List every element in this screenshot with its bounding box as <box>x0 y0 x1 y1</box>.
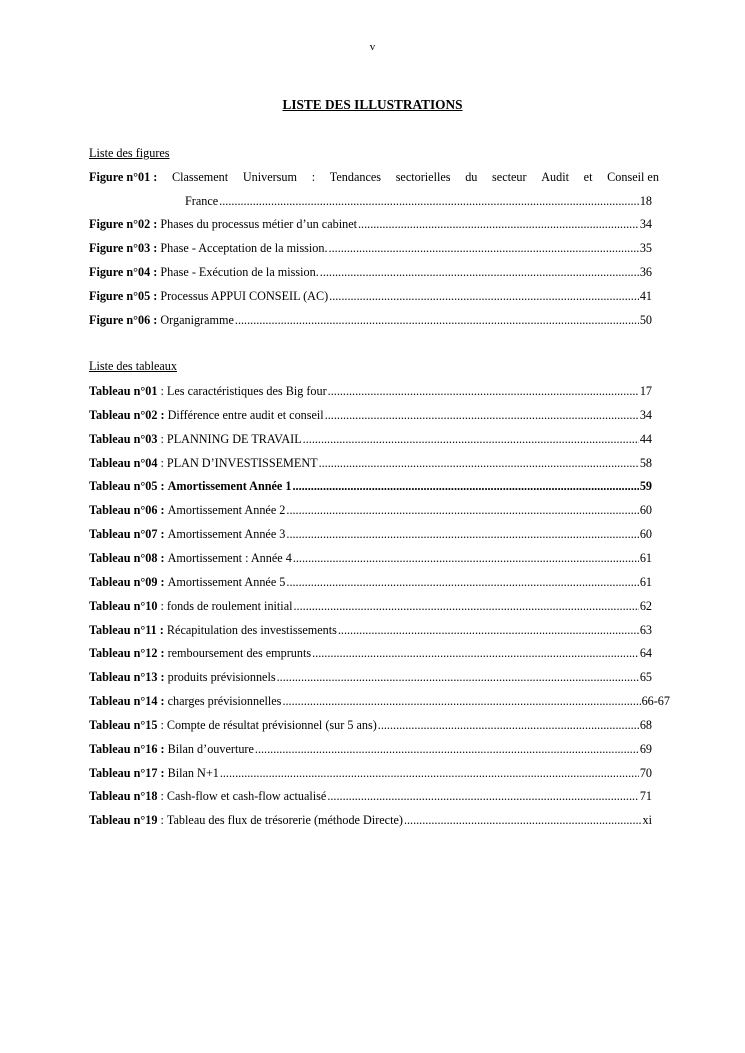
table-entry <box>89 526 652 543</box>
entry-label: Tableau n°16 : <box>89 742 165 756</box>
entry-page: 71 <box>639 789 652 803</box>
dot-leader <box>292 478 638 495</box>
figure-entry <box>89 240 652 257</box>
dot-leader <box>277 669 639 686</box>
dot-leader <box>378 717 639 734</box>
entry-label: Tableau n°14 : <box>89 694 165 708</box>
entry-page: 61 <box>639 575 652 589</box>
entry-label: Tableau n°06 : <box>89 503 165 517</box>
dot-leader <box>325 407 639 424</box>
dot-leader <box>327 788 638 805</box>
figure-01-label: Figure n°01 : <box>89 170 158 184</box>
entry-page: 58 <box>639 456 652 470</box>
entry-label: Tableau n°10 <box>89 599 158 613</box>
entry-page: 34 <box>639 408 652 422</box>
figure-01-word: Audit <box>541 170 569 184</box>
entry-page: 36 <box>639 265 652 279</box>
entry-page: 44 <box>639 432 652 446</box>
dot-leader <box>219 193 639 210</box>
table-entry <box>89 622 652 639</box>
dot-leader <box>294 598 639 615</box>
entry-label: Tableau n°04 <box>89 456 158 470</box>
figure-01-line1 <box>89 169 659 186</box>
entry-text: Organigramme <box>160 313 234 327</box>
dot-leader <box>286 526 638 543</box>
table-entry <box>89 574 652 591</box>
figure-01-word: Classement <box>171 170 229 184</box>
entry-text: produits prévisionnels <box>167 670 276 684</box>
entry-label: Tableau n°02 : <box>89 408 165 422</box>
entry-label: Tableau n°11 : <box>89 623 164 637</box>
entry-page: 69 <box>639 742 652 756</box>
entry-text: : Cash-flow et cash-flow actualisé <box>157 789 327 803</box>
entry-page: xi <box>642 813 652 827</box>
dot-leader <box>358 216 639 233</box>
table-entry <box>89 765 652 782</box>
entry-text: : Tableau des flux de trésorerie (méthode Directe) <box>157 813 403 827</box>
page-number: v <box>369 41 376 53</box>
entry-page: 34 <box>639 217 652 231</box>
table-entry <box>89 598 652 615</box>
entry-label: Tableau n°03 <box>89 432 158 446</box>
table-entry <box>89 550 652 567</box>
entry-page: 35 <box>639 241 652 255</box>
entry-text: Amortissement Année 1 <box>167 479 292 493</box>
figure-entry <box>89 216 652 233</box>
table-entry <box>89 407 652 424</box>
entry-page: 65 <box>639 670 652 684</box>
table-entry <box>89 693 670 710</box>
figure-entry <box>89 264 652 281</box>
dot-leader <box>328 383 639 400</box>
entry-label: Figure n°02 : <box>89 217 158 231</box>
table-entry <box>89 717 652 734</box>
dot-leader <box>255 741 639 758</box>
entry-page: 64 <box>639 646 652 660</box>
entry-text: Phase - Exécution de la mission. <box>160 265 319 279</box>
entry-text: Différence entre audit et conseil <box>167 408 324 422</box>
table-entry <box>89 669 652 686</box>
dot-leader <box>286 574 638 591</box>
tables-heading: Liste des tableaux <box>89 359 177 373</box>
figure-01-continuation: France <box>185 194 219 208</box>
entry-label: Tableau n°08 : <box>89 551 165 565</box>
entry-page: 68 <box>639 718 652 732</box>
figure-01-word: Universum <box>242 170 298 184</box>
entry-text: : PLANNING DE TRAVAIL <box>157 432 302 446</box>
entry-label: Tableau n°09 : <box>89 575 165 589</box>
entry-text: : Compte de résultat prévisionnel (sur 5 ans) <box>157 718 377 732</box>
figure-01-word: : <box>311 170 316 184</box>
dot-leader <box>329 240 639 257</box>
entry-label: Figure n°03 : <box>89 241 158 255</box>
entry-text: Amortissement Année 2 <box>167 503 286 517</box>
dot-leader <box>286 502 638 519</box>
entry-label: Tableau n°01 <box>89 384 158 398</box>
figure-01-word: du <box>465 170 478 184</box>
entry-label: Tableau n°13 : <box>89 670 165 684</box>
dot-leader <box>320 264 639 281</box>
table-entry <box>89 741 652 758</box>
figure-entry <box>89 312 652 329</box>
entry-label: Figure n°06 : <box>89 313 158 327</box>
entry-label: Tableau n°07 : <box>89 527 165 541</box>
entry-text: Phases du processus métier d’un cabinet <box>160 217 357 231</box>
entry-page: 70 <box>639 766 652 780</box>
dot-leader <box>303 431 639 448</box>
entry-label: Tableau n°05 : <box>89 479 165 493</box>
table-entry <box>89 431 652 448</box>
dot-leader <box>329 288 639 305</box>
entry-page: 59 <box>639 479 652 493</box>
entry-text: Récapitulation des investissements <box>166 623 337 637</box>
dot-leader <box>338 622 639 639</box>
figure-01-page: 18 <box>639 194 652 208</box>
table-entry <box>89 478 652 495</box>
figure-01-line2 <box>185 193 652 210</box>
entry-label: Tableau n°19 <box>89 813 158 827</box>
entry-label: Tableau n°17 : <box>89 766 165 780</box>
table-entry <box>89 383 652 400</box>
entry-page: 60 <box>639 503 652 517</box>
entry-text: Amortissement Année 3 <box>167 527 286 541</box>
entry-label: Figure n°05 : <box>89 289 158 303</box>
entry-text: Amortissement Année 5 <box>167 575 286 589</box>
entry-page: 60 <box>639 527 652 541</box>
dot-leader <box>404 812 642 829</box>
table-entry <box>89 455 652 472</box>
entry-page: 41 <box>639 289 652 303</box>
entry-text: Phase - Acceptation de la mission. <box>160 241 328 255</box>
entry-label: Tableau n°15 <box>89 718 158 732</box>
figure-01-word: et <box>583 170 593 184</box>
entry-page: 66-67 <box>641 694 670 708</box>
table-entry <box>89 502 652 519</box>
entry-text: : PLAN D’INVESTISSEMENT <box>157 456 318 470</box>
entry-label: Tableau n°18 <box>89 789 158 803</box>
figure-01-word: sectorielles <box>395 170 451 184</box>
page-title: LISTE DES ILLUSTRATIONS <box>282 97 463 112</box>
entry-text: Bilan d’ouverture <box>167 742 254 756</box>
dot-leader <box>235 312 639 329</box>
dot-leader <box>282 693 640 710</box>
entry-page: 62 <box>639 599 652 613</box>
entry-label: Tableau n°12 : <box>89 646 165 660</box>
entry-text: charges prévisionnelles <box>167 694 282 708</box>
dot-leader <box>220 765 639 782</box>
figure-entry <box>89 288 652 305</box>
entry-page: 17 <box>639 384 652 398</box>
dot-leader <box>312 645 639 662</box>
entry-page: 50 <box>639 313 652 327</box>
entry-label: Figure n°04 : <box>89 265 158 279</box>
entry-text: remboursement des emprunts <box>167 646 312 660</box>
dot-leader <box>319 455 639 472</box>
entry-page: 63 <box>639 623 652 637</box>
table-entry <box>89 788 652 805</box>
table-entry <box>89 645 652 662</box>
entry-page: 61 <box>639 551 652 565</box>
entry-text: Bilan N+1 <box>167 766 219 780</box>
entry-text: : fonds de roulement initial <box>157 599 293 613</box>
entry-text: : Les caractéristiques des Big four <box>157 384 327 398</box>
figure-01-word: Conseil en <box>607 170 659 184</box>
figure-01-word: secteur <box>492 170 527 184</box>
entry-text: Amortissement : Année 4 <box>167 551 292 565</box>
dot-leader <box>293 550 639 567</box>
entry-text: Processus APPUI CONSEIL (AC) <box>160 289 329 303</box>
figures-heading: Liste des figures <box>89 146 170 160</box>
figure-01-word: Tendances <box>329 170 382 184</box>
table-entry <box>89 812 652 829</box>
